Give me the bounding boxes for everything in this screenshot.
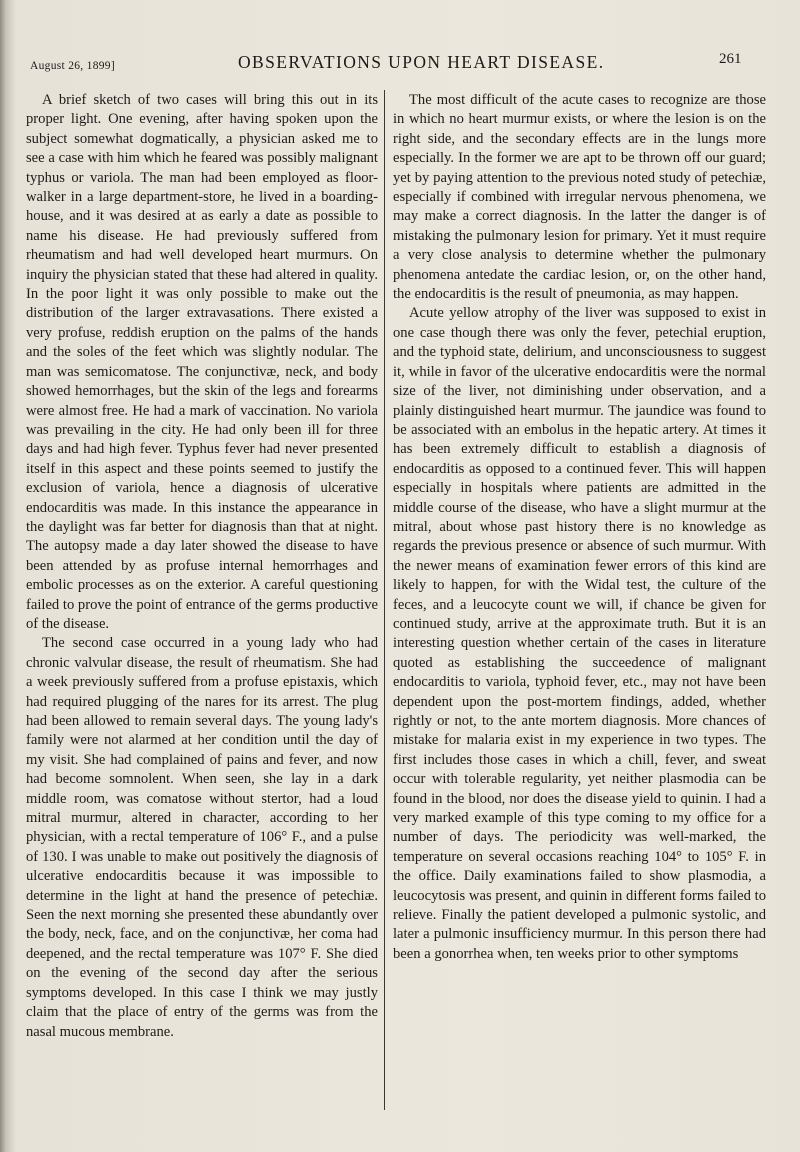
column-divider [384, 90, 385, 1110]
paragraph-first-case: A brief sketch of two cases will bring this out in its proper light. One evening, after having spoken upon the subject somewhat dogmatically, a physician asked me to see a case with him which he feared was possibly malignant typhus or variola. The man had been employed as floor-walker in a large department-store, he lived in a boarding-house, and it was desired at as early a date as possible to name his disease. He had previously suffered from rheumatism and had well developed heart murmurs. On inquiry the physician stated that these had altered in quality. In the poor light it was only possible to make out the distribution of the larger extravasations. There existed a very profuse, reddish eruption on the palms of the hands and the soles of the feet which was slightly nodular. The man was semicomatose. The conjunctivæ, neck, and body showed hemorrhages, but the skin of the legs and forearms were almost free. He had a mark of vaccination. No variola was prevailing in the city. He had only been ill for three days and had high fever. Typhus fever had never presented itself in this aspect and these points seemed to justify the exclusion of variola, hence a diagnosis of ulcerative endocarditis was made. In this instance the appearance in the daylight was far better for diagnosis than that at night. The autopsy made a day later showed the disease to have been attended by as profuse internal hemorrhages and embolic processes as on the exterior. A careful questioning failed to prove the point of entrance of the germs productive of the disease. [26, 92, 378, 632]
header-title: OBSERVATIONS UPON HEART DISEASE. [238, 52, 605, 72]
header-date: August 26, 1899] [30, 60, 115, 72]
left-column [26, 91, 378, 1042]
paragraph-second-case: The second case occurred in a young lady who had chronic valvular disease, the result of rheumatism. She had a week previously suffered from a profuse epistaxis, which had required plugging of the nares for its arrest. The plug had been allowed to remain several days. The young lady's family were not alarmed at her condition until the day of my visit. She had complained of pains and fever, and now had become somnolent. When seen, she lay in a dark middle room, was comatose without stertor, had a loud mitral murmur, altered in character, according to her physician, with a rectal temperature of 106° F., and a pulse of 130. I was unable to make out positively the diagnosis of ulcerative endocarditis because it was impossible to determine in the light at hand the presence of petechiæ. Seen the next morning she presented these abundantly over the body, neck, face, and on the conjunctivæ, her coma had deepened, and the rectal temperature was 107° F. She died on the evening of the second day after the serious symptoms developed. In this case I think we may justly claim that the place of entry of the germs was from the nasal mucous membrane. [26, 635, 378, 1040]
right-column [393, 91, 766, 964]
paragraph-difficult-cases: The most difficult of the acute cases to recognize are those in which no heart murmur exists, or where the lesion is on the right side, and the secondary effects are in the lungs more especially. In the former we are apt to be thrown off our guard; yet by paying attention to the previous noted study of petechiæ, especially if combined with irregular nervous phenomena, we may make a correct diagnosis. In the latter the danger is of mistaking the pulmonary lesion for primary. Yet it must require a very close analysis to determine whether the pulmonary phenomena antedate the cardiac lesion, or, on the other hand, the endocarditis is the result of pneumonia, as may happen. [393, 92, 766, 303]
page-number: 261 [719, 51, 742, 67]
running-header [0, 48, 800, 76]
paragraph-yellow-atrophy: Acute yellow atrophy of the liver was supposed to exist in one case though there was only the fever, petechial eruption, and the typhoid state, delirium, and unconsciousness to suggest it, while in favor of the ulcerative endocarditis were the normal size of the liver, not diminishing under observation, and a plainly distinguished heart murmur. The jaundice was found to be associated with an embolus in the hepatic artery. At times it has been extremely difficult to establish a diagnosis of endocarditis as opposed to a continued fever. This will happen especially in hospitals where patients are admitted in the middle course of the disease, who have a slight murmur at the mitral, about whose past history there is no knowledge as regards the previous presence or absence of such murmur. With the newer means of examination fewer errors of this kind are likely to happen, for with the Widal test, the culture of the feces, and a leucocyte count we will, if chance be given for continued study, arrive at the approximate truth. But it is an interesting question whether certain of the cases in literature quoted as establishing the succeedence of malignant endocarditis to variola, typhoid fever, etc., may not have been dependent upon the post-mortem findings, added, whether rightly or not, to the ante mortem diagnosis. More chances of mistake for malaria exist in my experience in two types. The first includes those cases in which a chill, fever, and sweat occur with tolerable regularity, yet neither plasmodia can be found in the blood, nor does the disease yield to quinin. I had a very marked example of this type coming to my office for a number of days. The periodicity was well-marked, the temperature on several occasions reaching 104° to 105° F. in the office. Daily examinations failed to show plasmodia, a leucocytosis was present, and quinin in different forms failed to relieve. Finally the patient developed a pulmonic systolic, and later a pulmonic insufficiency murmur. In this person there had been a gonorrhea when, ten weeks prior to other symptoms [393, 305, 766, 962]
